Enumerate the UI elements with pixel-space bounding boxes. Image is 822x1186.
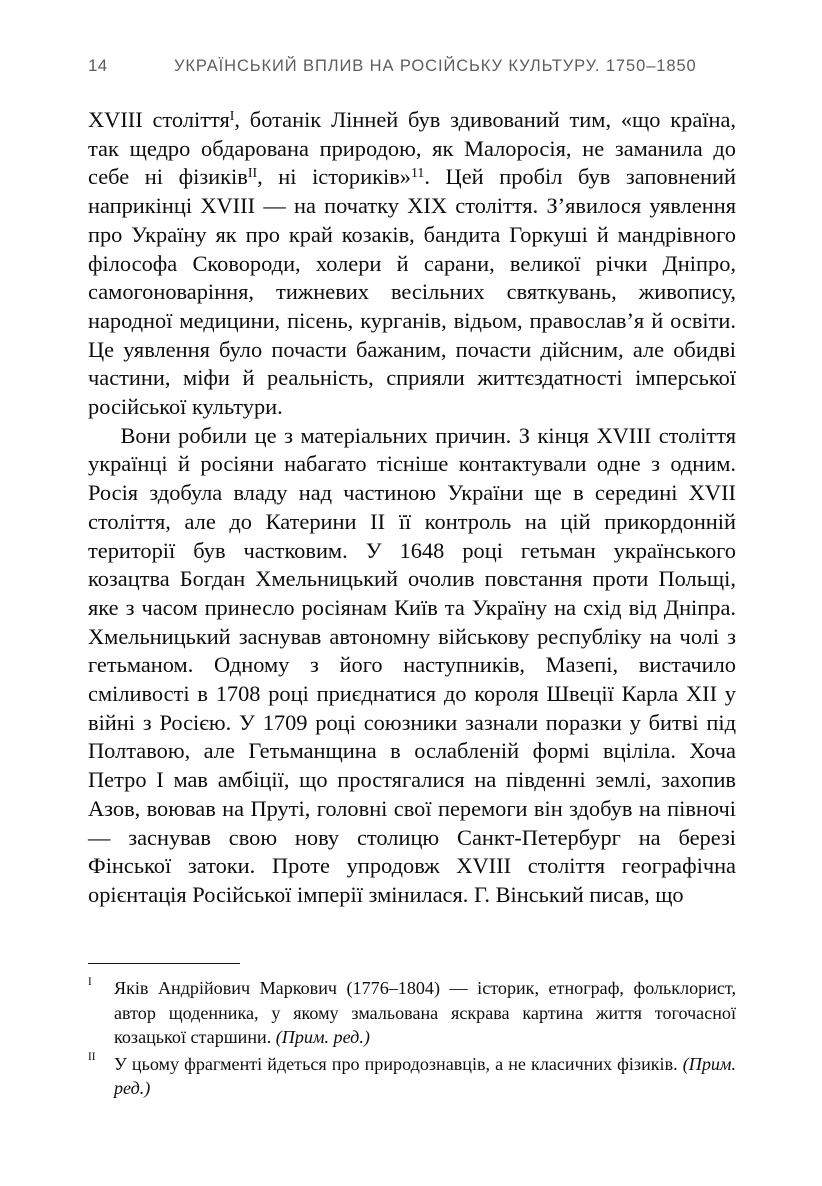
paragraph-1-part-3: , ні істориків» [257,164,411,190]
footnote-reference-2[interactable]: II [247,166,258,182]
footnote-reference-1[interactable]: I [229,108,235,124]
running-head [88,56,736,76]
body-text-block [88,106,736,910]
footnote-text: У цьому фрагменті йдеться про природознавців, а не класичних фізиків. [114,1053,683,1074]
footnote-item [88,976,736,1050]
paragraph-2: Вони робили це з матеріальних причин. З кінця XVIII століття українці й росіяни набагато тісніше контактували одне з одним. Росія здобула владу над частиною України ще в середині XVII століття, але до Катерини II її контроль на цій прикордонній території був частковим. У 1648 році гетьман українського козацтва Богдан Хмельницький очолив повстання проти Польщі, яке з часом принесло росіянам Київ та Україну на схід від Дніпра. Хмельницький заснував автономну військову республіку на чолі з гетьманом. Одному з його наступників, Мазепі, вистачило сміливості в 1708 році приєднатися до короля Швеції Карла XII у війні з Росією. У 1709 році союзники зазнали поразки у битві під Полтавою, але Гетьманщина в ослабленій формі вціліла. Хоча Петро I мав амбіції, що простягалися на південні землі, захопив Азов, воював на Пруті, головні свої перемоги він здобув на півночі — заснував свою нову столицю Санкт-Петербург на березі Фінської затоки. Проте упродовж XVIII століття географічна орієнтація Російської імперії змінилася. Г. Вінський писав, що [88,422,736,907]
paragraph-1-part-4: . Цей пробіл був заповнений наприкінці XVIII — на початку XIX століття. З’явилося уявлення про Україну як про край козаків, бандита Горкуші й мандрівного філософа Сковороди, холери й сарани, великої річки Дніпро, самогоноваріння, тижневих весільних святкувань, живопису, народної медицини, пісень, курганів, відьом, православ’я й освіти. Це уявлення було почасти бажаним, почасти дійсним, але обидві частини, міфи й реальність, сприяли життєздатності імперської російської культури. [88,164,737,420]
footnote-separator-rule [88,963,240,964]
footnote-marker: II [88,1051,96,1064]
footnote-item [88,1052,736,1101]
paragraph-1-part-1: XVIII століття [88,107,230,132]
footnote-area [88,963,736,1103]
running-head-title: УКРАЇНСЬКИЙ ВПЛИВ НА РОСІЙСЬКУ КУЛЬТУРУ. 1750–1850 [174,57,697,75]
endnote-reference-11[interactable]: 11 [410,166,425,182]
footnote-editorial-note: (Прим. ред.) [275,1027,370,1048]
footnote-editorial-note: (Прим. ред.) [114,1053,736,1099]
page-number: 14 [88,56,108,75]
footnote-marker: I [88,975,92,988]
paragraph-continued [88,106,736,422]
footnote-text: Яків Андрійович Маркович (1776–1804) — історик, етнограф, фольклорист, автор щоденника, у якому змальована яскрава картина життя тогочасної козацької старшини. [114,978,736,1048]
paragraph-1-part-2: , ботанік Лінней був здивований тим, «що країна, так щедро обдарована природою, як Малоросія, не заманила до себе ні фізиків [88,107,736,190]
